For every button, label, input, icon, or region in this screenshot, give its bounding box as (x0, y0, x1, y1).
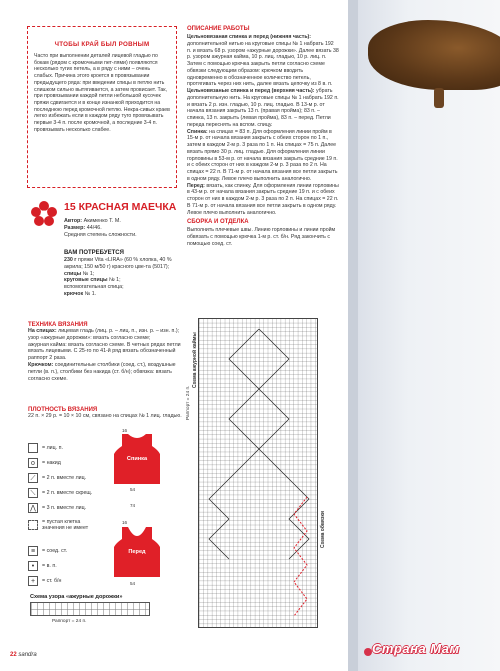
flower-icon (30, 200, 58, 228)
front-pattern-drawing (108, 525, 166, 579)
materials-title: ВАМ ПОТРЕБУЕТСЯ (64, 250, 124, 256)
back-dim-top: 16 (122, 428, 128, 433)
scheme-title: Схема узора «ажурные дорожки» (30, 594, 123, 600)
front-dim-top: 16 (122, 520, 128, 525)
back-pattern-drawing (108, 432, 166, 486)
tip-text: Часто при выполнении деталей лицевой гладью по бокам (рядом с кромочными пет-лями) появляются несколько тугих петель, а в ряду с ними – очень слабых. Причина этого кроется в провязывании предыдущего ряда: при введении спицы в петлю нить слишком сильно вытягивается, а затем провисает. Так, при провязывании каждой петли небольшой кусочек пряжи сдвигается и в конце изнанкой приходится на последнюю перед кромочной петлю. Некра-сивых краев легко избежать если в каждом ряду туго провязывать первые 3-4 п. после кромочной, а последние 3-4 п. провязывать несколько слабее. (34, 53, 170, 133)
work-title: ОПИСАНИЕ РАБОТЫ (187, 26, 250, 32)
back-label: Спинка (126, 456, 148, 462)
legend-item: = пустая клетка значения не имеет (28, 515, 103, 535)
watermark: Страна Мам (372, 641, 460, 656)
scheme-rapport: Раппорт = 24 п. (52, 619, 87, 624)
legend-item: • = в. п. (28, 558, 103, 573)
legend-item: ⋀ = 3 п. вместе лиц. (28, 500, 103, 515)
front-dim-mid: 74 (130, 503, 136, 508)
background-photo (348, 0, 500, 671)
assembly-title: СБОРКА И ОТДЕЛКА (187, 219, 249, 226)
work-description: ОПИСАНИЕ РАБОТЫ Цельновязаная спинка и перед (нижняя часть): дополнительной нитью на круговые спицы № 1 набрать 192 п. и вязать 68 р. узором «ажурные дорожки». Далее вязать 38 р. узором ажурная кайма, 10 р. лиц. гладью, 10 р. лиц. п. Затем с помощью крючка закрыть петли согласно схеме обвязки следующим образом: крючком вводить одновременно в обозначенное количество петель, протягивать через них нить, далее вязать цепочку из 8 в. п. Цельновязаные спинка и перед (верхняя часть): убрать дополнительную нить. На круговые спицы № 1 набрать 192 п. и вязать 2 р. изн. гладью, 10 р. лиц. гладью. В 13-м р. от начала вязания закрыть 13 п. (правая пройма); 83 п. – спинка, 13 п. закрыть (левая пройма), 83 п. – перед. Петли переда переснять на вспом. спицу. Спинка: на спицах = 83 п. Для оформления линии пройм в 15-м р. от начала вязания закрыть с обеих сторон по 1 п., затем в каждом 2-м р. 3 раза по 1 п. На спицах = 75 п. Далее вязать прямо 30 р. лиц. гладью. Для оформления линии горловины в 53-м р. от начала вязания закрыть средние 19 п. и с обеих сторон от них в каждом 2-м р. 3 раза по 2 п. На спицах = 22 п. В 71-м р. от начала вязания все петли закрыть в одном ряду. Левое плечо выполнить аналогично. Перед: вязать, как спинку. Для оформления линии горловины в 43-м р. от начала вязания закрыть средние 19 п. и с обеих сторон от них в каждом 2-м р. 3 раза по 2 п. На спицах = 22 п. В 71-м р. от начала вязания все петли закрыть в одном ряду. Левое плечо выполнить аналогично. СБОРКА И ОТДЕЛКА Выполнить плечевые швы. Линию горловины и линии пройм обвязать с помощью крючка 1-м р. ст. б/н. Ряд закончить с помощью соед. ст. (187, 26, 339, 247)
chart-label-kaima: Схема ажурной каймы (192, 332, 198, 388)
legend-item: ⟋ = 2 п. вместе лиц. (28, 470, 103, 485)
back-dim-bottom: 54 (130, 487, 136, 492)
tip-title: ЧТОБЫ КРАЙ БЫЛ РОВНЫМ (54, 41, 150, 48)
technique-section: ТЕХНИКА ВЯЗАНИЯ На спицах: лицевая гладь (лиц. р. – лиц. п., изн. р. – изн. п.); узор «ажурные дорожки»: вязать согласно схеме; ажурная кайма: вязать согласно схеме. В четных рядах петли вязать лицевыми. С 25-го по 41-й ряд вязать обозначенный раппорт 2 раза. Крючком: соединительные столбики (соед. ст.), воздушные петли (в. п.), столбики без накида (ст. б/н); обвязка: вязать согласно схеме. (28, 322, 188, 382)
lace-border-chart (198, 318, 318, 628)
chart-label-obvyazka: Схема обвязки (320, 511, 326, 548)
chart-pattern (199, 319, 319, 629)
symbol-legend (28, 440, 103, 588)
page-footer: 22 sandra (10, 652, 37, 658)
legend-item: = лиц. п. (28, 440, 103, 455)
tip-box (27, 26, 177, 188)
technique-title: ТЕХНИКА ВЯЗАНИЯ (28, 322, 88, 328)
materials-section: ВАМ ПОТРЕБУЕТСЯ 230 г пряжи Vita «LIRA» (60 % хлопка, 40 % акрила; 150 м/50 г) красного цве-та (5017); спицы № 1; круговые спицы № 1; вспомогательная спица; крючок № 1. (64, 250, 184, 298)
front-dim-bottom: 54 (130, 581, 136, 586)
density-section: ПЛОТНОСТЬ ВЯЗАНИЯ 22 п. × 29 р. = 10 × 10 см, связано на спицах № 1 лиц. гладью. (28, 407, 188, 420)
legend-item: ≡ = соед. ст. (28, 543, 103, 558)
materials-yarn: 230 г пряжи Vita «LIRA» (60 % хлопка, 40 % акрила; 150 м/50 г) красного цве-та (5017); (64, 257, 172, 270)
scheme-strip (30, 602, 150, 616)
chart-rapport: Раппорт = 24 п. (186, 385, 191, 420)
legend-item: + = ст. б/н (28, 573, 103, 588)
watermark-icon (364, 648, 372, 656)
front-label: Перед (128, 549, 146, 555)
model-heading (28, 198, 188, 243)
legend-item: o = накид (28, 455, 103, 470)
density-title: ПЛОТНОСТЬ ВЯЗАНИЯ (28, 407, 98, 413)
legend-item: ⟍ = 2 п. вместе скрещ. (28, 485, 103, 500)
model-title: 15 КРАСНАЯ МАЕЧКА (64, 201, 177, 213)
model-meta: Автор: Акименко Т. М. Размер: 44/46. Средняя степень сложности. (64, 218, 137, 238)
wooden-shelf (368, 20, 500, 90)
